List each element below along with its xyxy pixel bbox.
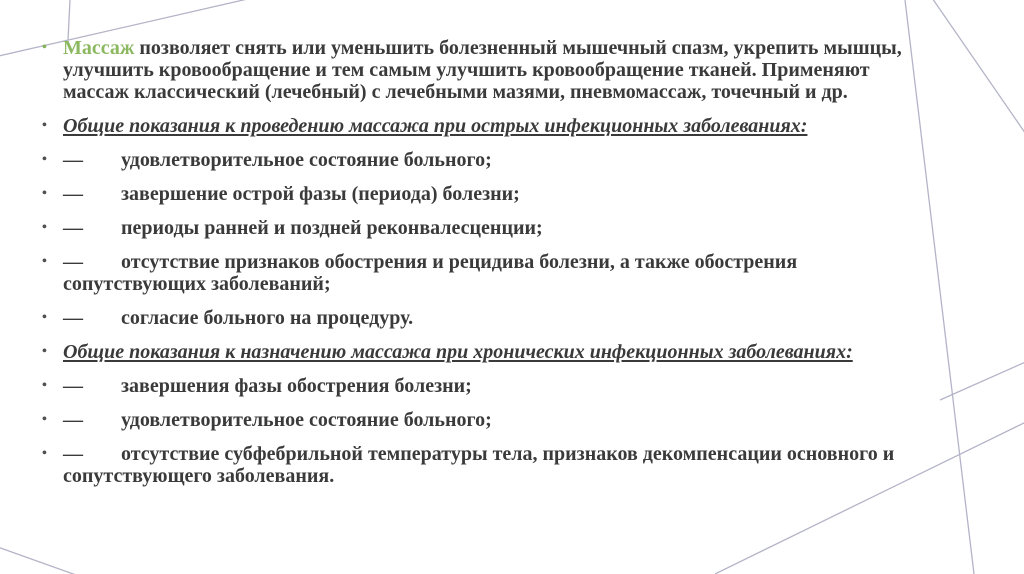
list-item-text: завершение острой фазы (периода) болезни;	[121, 183, 520, 205]
bullet: •	[42, 344, 47, 359]
deco-line-top	[68, 0, 70, 40]
bullet: •	[42, 186, 47, 201]
dash: —	[63, 409, 83, 431]
acute-heading-item	[40, 115, 940, 137]
deco-line-right-lower	[940, 360, 1024, 400]
list-item-text: удовлетворительное состояние больного;	[121, 409, 492, 431]
list-item	[40, 307, 940, 329]
dash: —	[63, 443, 83, 465]
dash: —	[63, 375, 83, 397]
chronic-heading: Общие показания к назначению массажа при хронических инфекционных заболеваниях:	[63, 341, 853, 363]
bullet: •	[42, 152, 47, 167]
slide-content	[40, 37, 940, 499]
list-item	[40, 217, 940, 239]
dash: —	[63, 217, 83, 239]
list-item-text: периоды ранней и поздней реконвалесценции;	[121, 217, 543, 239]
list-item	[40, 251, 940, 295]
list-item	[40, 149, 940, 171]
bullet: •	[42, 446, 47, 461]
deco-line-right-upper	[930, 0, 1024, 140]
intro-paragraph	[40, 37, 940, 103]
dash: —	[63, 149, 83, 171]
list-item-text: удовлетворительное состояние больного;	[121, 149, 492, 171]
list-item	[40, 409, 940, 431]
bullet: •	[42, 220, 47, 235]
bullet: •	[42, 412, 47, 427]
chronic-heading-item	[40, 341, 940, 363]
list-item	[40, 443, 940, 487]
dash: —	[63, 251, 83, 273]
deco-line-bottom-left	[0, 546, 90, 574]
list-item	[40, 375, 940, 397]
list-item-text: завершения фазы обострения болезни;	[121, 375, 472, 397]
intro-highlight: Массаж	[63, 37, 135, 59]
dash: —	[63, 183, 83, 205]
dash: —	[63, 307, 83, 329]
intro-text: позволяет снять или уменьшить болезненный мышечный спазм, укрепить мышцы, улучшить кровообращение и тем самым улучшить кровообращение тканей. Применяют массаж классический (лечебный) с лечебными мазями, пневмомассаж, точечный и др.	[63, 37, 902, 103]
bullet: •	[42, 378, 47, 393]
list-item-text: согласие больного на процедуру.	[121, 307, 414, 329]
bullet: •	[42, 254, 47, 269]
list-item-text: отсутствие признаков обострения и рецидива болезни, а также обострения сопутствующих заболеваний;	[63, 251, 798, 295]
bullet: •	[42, 40, 47, 55]
list-item-text: отсутствие субфебрильной температуры тела, признаков декомпенсации основного и сопутствующего заболевания.	[63, 443, 895, 487]
list-item	[40, 183, 940, 205]
bullet: •	[42, 118, 47, 133]
acute-heading: Общие показания к проведению массажа при острых инфекционных заболеваниях:	[63, 115, 808, 137]
bullet: •	[42, 310, 47, 325]
